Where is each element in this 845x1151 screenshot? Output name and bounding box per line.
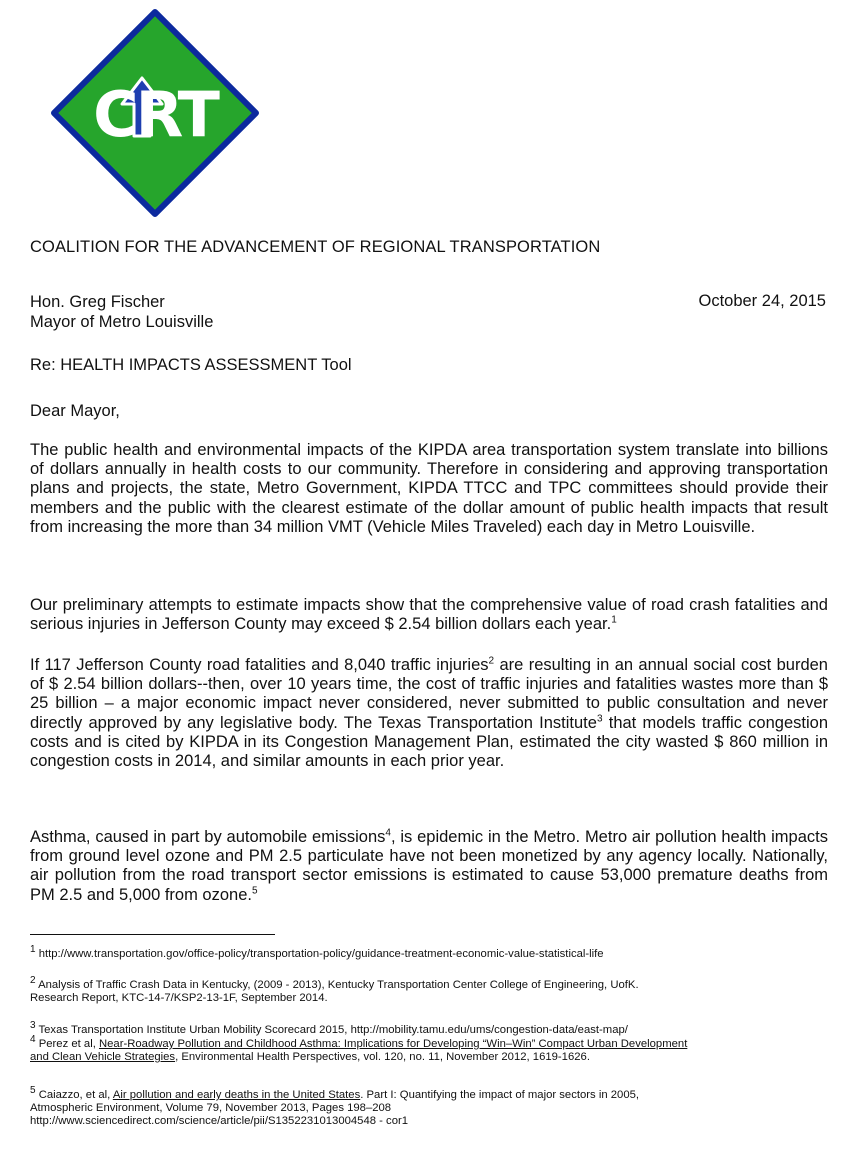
footnote-3-number: 3 (30, 1020, 36, 1032)
footnote-divider (30, 934, 275, 935)
footnote-ref-2[interactable]: 2 (488, 655, 495, 667)
footnote-2-number: 2 (30, 975, 36, 987)
footnote-5-citation: . Part I: Quantifying the impact of major sectors in 2005, (360, 1089, 640, 1101)
footnote-2-line-1: Analysis of Traffic Crash Data in Kentucky, (2009 - 2013), Kentucky Transportation Center College of Engineering, UofK. (35, 979, 639, 991)
footnote-3-text[interactable]: Texas Transportation Institute Urban Mobility Scorecard 2015, http://mobility.tamu.edu/ums/congestion-data/east-map/ (35, 1024, 628, 1036)
footnote-5 (30, 1085, 830, 1128)
recipient-title: Mayor of Metro Louisville (30, 313, 214, 331)
footnote-5-number: 5 (30, 1085, 36, 1097)
logo-text: CRT (93, 78, 217, 151)
footnote-4-number: 4 (30, 1034, 36, 1046)
footnote-1 (30, 944, 830, 961)
paragraph-4-part-a: Asthma, caused in part by automobile emissions (30, 828, 386, 846)
footnote-5-url[interactable]: http://www.sciencedirect.com/science/article/pii/S1352231013004548 - cor1 (30, 1115, 409, 1127)
paragraph-3-part-c: that models traffic congestion costs and is cited by KIPDA in its Congestion Management Plan, estimated the city wasted $ 860 million in congestion costs in 2014, and similar amounts in each prior year. (30, 713, 828, 771)
letter-date: October 24, 2015 (698, 292, 826, 310)
footnote-ref-3[interactable]: 3 (596, 713, 603, 725)
subject-line: Re: HEALTH IMPACTS ASSESSMENT Tool (30, 356, 352, 374)
footnote-2-line-2: Research Report, KTC-14-7/KSP2-13-1F, September 2014. (30, 992, 328, 1004)
paragraph-2 (30, 596, 828, 634)
footnote-ref-5[interactable]: 5 (251, 885, 258, 897)
footnote-1-number: 1 (30, 944, 36, 956)
footnote-ref-4[interactable]: 4 (385, 827, 391, 839)
organization-name: COALITION FOR THE ADVANCEMENT OF REGIONAL TRANSPORTATION (30, 238, 601, 256)
recipient-block (30, 292, 213, 332)
paragraph-1: The public health and environmental impacts of the KIPDA area transportation system translate into billions of dollars annually in health costs to our community. Therefore in considering and approving transportation plans and projects, the state, Metro Government, KIPDA TTCC and TPC committees should provide their members and the public with the clearest estimate of the dollar amount of public health impacts that result from increasing the more than 34 million VMT (Vehicle Miles Traveled) each day in Metro Louisville. (30, 441, 828, 536)
footnote-5-author: Caiazzo, et al, (35, 1089, 113, 1101)
crt-logo (50, 8, 260, 218)
paragraph-3-part-a: If 117 Jefferson County road fatalities and 8,040 traffic injuries (30, 656, 489, 674)
footnote-1-link[interactable]: http://www.transportation.gov/office-policy/transportation-policy/guidance-treatment-economic-value-statistical-life (35, 948, 604, 960)
paragraph-2-text: Our preliminary attempts to estimate impacts show that the comprehensive value of road crash fatalities and serious injuries in Jefferson County may exceed $ 2.54 billion dollars each year. (30, 596, 828, 634)
footnote-ref-1[interactable]: 1 (611, 614, 617, 626)
footnote-4-link-cont[interactable]: and Clean Vehicle Strategies (30, 1051, 176, 1063)
footnote-5-line-2: Atmospheric Environment, Volume 79, November 2013, Pages 198–208 (30, 1102, 392, 1114)
footnote-5-link[interactable]: Air pollution and early deaths in the United States (112, 1089, 361, 1101)
footnote-4 (30, 1034, 830, 1064)
footnote-4-author: Perez et al, (35, 1038, 99, 1050)
recipient-name: Hon. Greg Fischer (30, 293, 165, 311)
paragraph-4 (30, 828, 828, 905)
footnote-3 (30, 1020, 830, 1037)
paragraph-3-part-b: are resulting in an annual social cost burden of $ 2.54 billion dollars--then, over 10 years time, the cost of traffic injuries and fatalities wastes more than $ 25 billion – a major economic impact never considered, never submitted to public consultation and never directly approved by any legislative body. The Texas Transportation Institute (30, 656, 828, 732)
salutation: Dear Mayor, (30, 402, 120, 420)
paragraph-3 (30, 656, 828, 771)
footnote-2 (30, 975, 830, 1005)
footnote-4-link[interactable]: Near-Roadway Pollution and Childhood Asthma: Implications for Developing “Win–Win” Compact Urban Development (98, 1038, 688, 1050)
footnote-4-citation: , Environmental Health Perspectives, vol. 120, no. 11, November 2012, 1619-1626. (175, 1051, 590, 1063)
paragraph-4-part-b: , is epidemic in the Metro. Metro air pollution health impacts from ground level ozone and PM 2.5 particulate have not been monetized by any agency locally. Nationally, air pollution from the road transport sector emissions is estimated to cause 53,000 premature deaths from PM 2.5 and 5,000 from ozone. (30, 828, 828, 904)
